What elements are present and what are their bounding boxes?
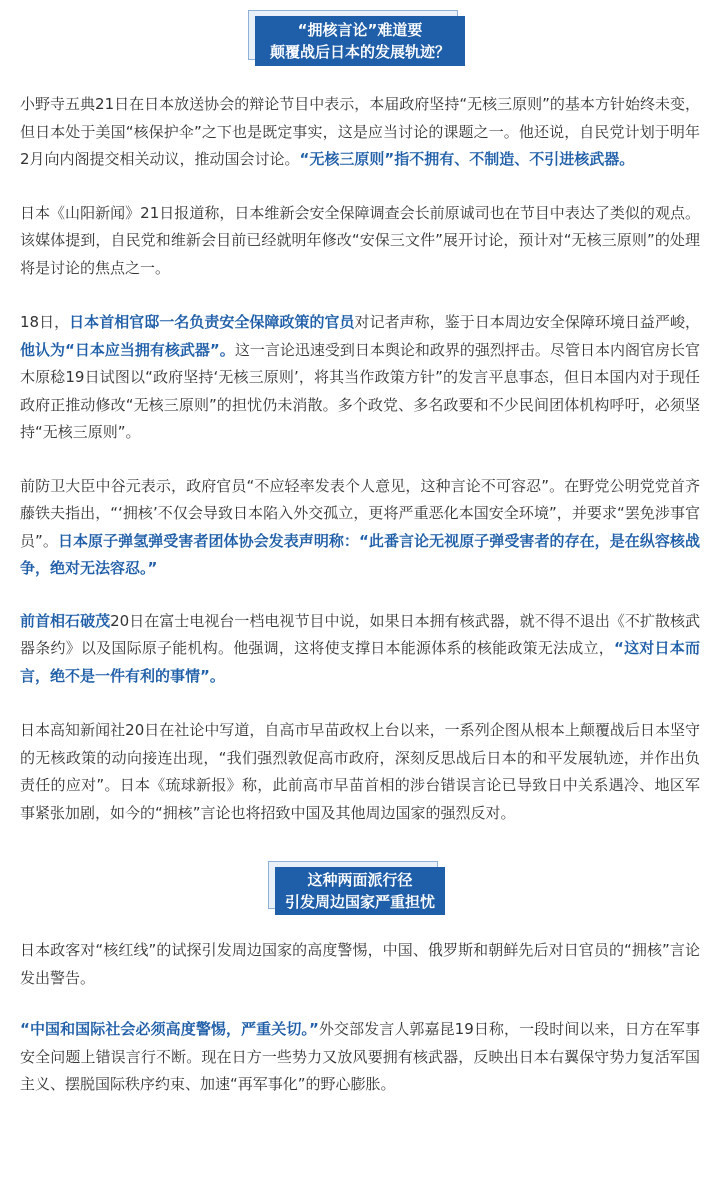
paragraph-8-highlight: “中国和国际社会必须高度警惕，严重关切。”: [20, 1020, 319, 1038]
section-heading-wrap-2: [0, 861, 720, 915]
paragraph-5: [20, 608, 700, 691]
paragraph-3-highlight-1: 日本首相官邸一名负责安全保障政策的官员: [69, 313, 355, 331]
paragraph-5-highlight-2: “这对日本而言，绝不是一件有利的事情”。: [20, 639, 700, 685]
paragraph-6-text: 日本高知新闻社20日在社论中写道，自高市早苗政权上台以来，一系列企图从根本上颠覆战后日本坚守的无核政策的动向接连出现，“我们强烈敦促高市政府，深刻反思战后日本的和平发展轨迹，并作出负责任的应对”。日本《琉球新报》称，此前高市早苗首相的涉台错误言论已导致日中关系遇冷、地区军事紧张加剧，如今的“拥核”言论也将招致中国及其他周边国家的强烈反对。: [20, 721, 700, 822]
paragraph-7-text: 日本政客对“核红线”的试探引发周边国家的高度警惕，中国、俄罗斯和朝鲜先后对日官员的“拥核”言论发出警告。: [20, 941, 700, 987]
section-heading-1-line2: 颠覆战后日本的发展轨迹？: [269, 43, 450, 61]
paragraph-6: [20, 717, 700, 827]
section-heading-wrap: [0, 0, 720, 66]
paragraph-3-text-2: 对记者声称，鉴于日本周边安全保障环境日益严峻，: [354, 313, 700, 331]
paragraph-5-text: 20日在富士电视台一档电视节目中说，如果日本拥有核武器，就不得不退出《不扩散核武器条约》以及国际原子能机构。他强调，这将使支撑日本能源体系的核能政策无法成立，: [20, 611, 700, 657]
section-heading-1-line1: “拥核言论”难道要: [297, 21, 423, 39]
paragraph-5-highlight-1: 前首相石破茂: [20, 611, 111, 630]
paragraph-3-text-3: 这一言论迅速受到日本舆论和政界的强烈抨击。尽管日本内阁官房长官木原稔19日试图以“政府坚持‘无核三原则’，将其当作政策方针”的发言平息事态，但日本国内对于现任政府正推动修改“无核三原则”的担忧仍未消散。多个政党、多名政要和不少民间团体机构呼吁，必须坚持“无核三原则”。: [20, 340, 700, 441]
section-heading-2-line2: 引发周边国家严重担忧: [284, 893, 435, 911]
paragraph-2-text: 日本《山阳新闻》21日报道称，日本维新会安全保障调查会长前原诚司也在节目中表达了类似的观点。该媒体提到，自民党和维新会目前已经就明年修改“安保三文件”展开讨论，预计对“无核三原则”的处理将是讨论的焦点之一。: [20, 203, 700, 277]
paragraph-4-text: 前防卫大臣中谷元表示，政府官员“不应轻率发表个人意见，这种言论不可容忍”。在野党公明党党首齐藤铁夫指出，“‘拥核’不仅会导致日本陷入外交孤立，更将严重恶化本国安全环境”，并要求“罢免涉事官员”。: [20, 476, 700, 550]
paragraph-8-text: 外交部发言人郭嘉昆19日称，一段时间以来，日方在军事安全问题上错误言行不断。现在日方一些势力又放风要拥有核武器，反映出日本右翼保守势力复活军国主义、摆脱国际秩序约束、加速“再军事化”的野心膨胀。: [20, 1020, 700, 1093]
section-heading-1: [255, 16, 465, 66]
paragraph-8: [20, 1016, 700, 1099]
paragraph-3-highlight-2: 他认为“日本应当拥有核武器”。: [20, 340, 235, 359]
section-heading-2: [275, 867, 445, 915]
paragraph-1-text: 小野寺五典21日在日本放送协会的辩论节目中表示，本届政府坚持“无核三原则”的基本方针始终未变，但日本处于美国“核保护伞”之下也是既定事实，这是应当讨论的课题之一。他还说，自民党计划于明年2月向内阁提交相关动议，推动国会讨论。: [20, 95, 700, 168]
paragraph-4: [20, 473, 700, 583]
paragraph-7: [20, 937, 700, 992]
paragraph-1-highlight: “无核三原则”指不拥有、不制造、不引进核武器。: [299, 150, 635, 168]
paragraph-3-text-1: 18日，: [20, 313, 70, 331]
section-heading-2-line1: 这种两面派行径: [307, 871, 413, 889]
paragraph-1: [20, 91, 700, 174]
paragraph-2: [20, 200, 700, 283]
paragraph-4-highlight: 日本原子弹氢弹受害者团体协会发表声明称：“此番言论无视原子弹受害者的存在，是在纵容核战争，绝对无法容忍。”: [20, 531, 700, 577]
paragraph-3: [20, 309, 700, 447]
